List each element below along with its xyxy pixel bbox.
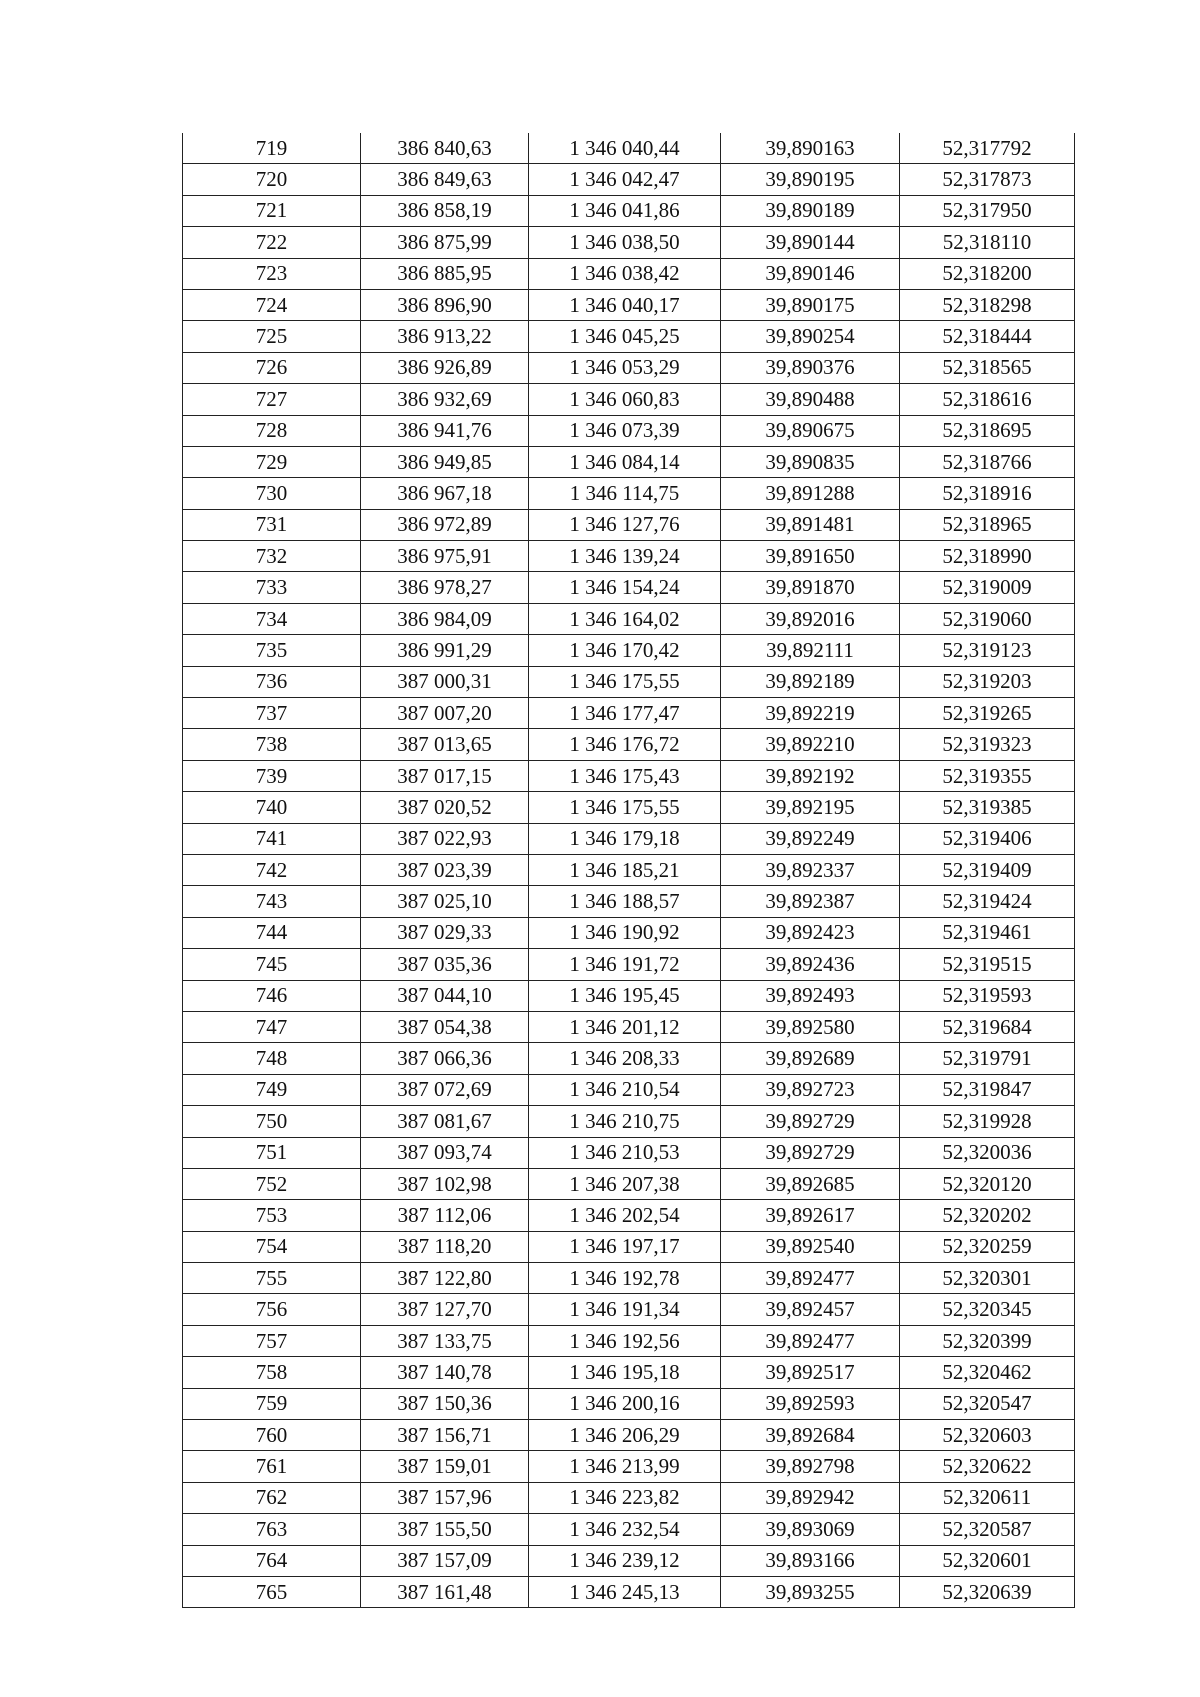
- point-number-cell: 743: [183, 886, 361, 917]
- point-number-cell: 752: [183, 1168, 361, 1199]
- longitude-cell: 52,320259: [900, 1231, 1075, 1262]
- point-number-cell: 733: [183, 572, 361, 603]
- table-row: [183, 133, 1075, 164]
- point-number-cell: 750: [183, 1106, 361, 1137]
- longitude-cell: 52,318444: [900, 321, 1075, 352]
- x-coordinate-cell: 387 020,52: [361, 792, 529, 823]
- latitude-cell: 39,892195: [721, 792, 900, 823]
- latitude-cell: 39,890254: [721, 321, 900, 352]
- point-number-cell: 720: [183, 164, 361, 195]
- table-row: [183, 509, 1075, 540]
- x-coordinate-cell: 387 140,78: [361, 1357, 529, 1388]
- y-coordinate-cell: 1 346 177,47: [529, 698, 721, 729]
- y-coordinate-cell: 1 346 073,39: [529, 415, 721, 446]
- longitude-cell: 52,320301: [900, 1263, 1075, 1294]
- longitude-cell: 52,319406: [900, 823, 1075, 854]
- x-coordinate-cell: 387 000,31: [361, 666, 529, 697]
- y-coordinate-cell: 1 346 201,12: [529, 1011, 721, 1042]
- table-row: [183, 1011, 1075, 1042]
- y-coordinate-cell: 1 346 191,34: [529, 1294, 721, 1325]
- latitude-cell: 39,890146: [721, 258, 900, 289]
- x-coordinate-cell: 386 967,18: [361, 478, 529, 509]
- point-number-cell: 724: [183, 289, 361, 320]
- longitude-cell: 52,317792: [900, 133, 1075, 164]
- table-row: [183, 1263, 1075, 1294]
- point-number-cell: 744: [183, 917, 361, 948]
- y-coordinate-cell: 1 346 206,29: [529, 1420, 721, 1451]
- latitude-cell: 39,892477: [721, 1263, 900, 1294]
- table-row: [183, 792, 1075, 823]
- x-coordinate-cell: 387 029,33: [361, 917, 529, 948]
- y-coordinate-cell: 1 346 207,38: [529, 1168, 721, 1199]
- latitude-cell: 39,891650: [721, 541, 900, 572]
- y-coordinate-cell: 1 346 038,50: [529, 227, 721, 258]
- table-row: [183, 886, 1075, 917]
- latitude-cell: 39,891288: [721, 478, 900, 509]
- longitude-cell: 52,319684: [900, 1011, 1075, 1042]
- table-row: [183, 666, 1075, 697]
- latitude-cell: 39,892457: [721, 1294, 900, 1325]
- longitude-cell: 52,320120: [900, 1168, 1075, 1199]
- latitude-cell: 39,893255: [721, 1576, 900, 1607]
- y-coordinate-cell: 1 346 195,45: [529, 980, 721, 1011]
- point-number-cell: 753: [183, 1200, 361, 1231]
- point-number-cell: 762: [183, 1482, 361, 1513]
- table-row: [183, 352, 1075, 383]
- latitude-cell: 39,892477: [721, 1325, 900, 1356]
- point-number-cell: 732: [183, 541, 361, 572]
- x-coordinate-cell: 386 932,69: [361, 384, 529, 415]
- y-coordinate-cell: 1 346 197,17: [529, 1231, 721, 1262]
- table-row: [183, 1106, 1075, 1137]
- x-coordinate-cell: 386 926,89: [361, 352, 529, 383]
- x-coordinate-cell: 387 133,75: [361, 1325, 529, 1356]
- latitude-cell: 39,892689: [721, 1043, 900, 1074]
- longitude-cell: 52,319385: [900, 792, 1075, 823]
- latitude-cell: 39,892798: [721, 1451, 900, 1482]
- table-row: [183, 384, 1075, 415]
- latitude-cell: 39,893166: [721, 1545, 900, 1576]
- latitude-cell: 39,892423: [721, 917, 900, 948]
- latitude-cell: 39,892219: [721, 698, 900, 729]
- latitude-cell: 39,892685: [721, 1168, 900, 1199]
- latitude-cell: 39,892192: [721, 760, 900, 791]
- table-row: [183, 1294, 1075, 1325]
- y-coordinate-cell: 1 346 195,18: [529, 1357, 721, 1388]
- x-coordinate-cell: 386 896,90: [361, 289, 529, 320]
- y-coordinate-cell: 1 346 154,24: [529, 572, 721, 603]
- x-coordinate-cell: 387 157,96: [361, 1482, 529, 1513]
- y-coordinate-cell: 1 346 060,83: [529, 384, 721, 415]
- x-coordinate-cell: 387 013,65: [361, 729, 529, 760]
- point-number-cell: 760: [183, 1420, 361, 1451]
- point-number-cell: 754: [183, 1231, 361, 1262]
- x-coordinate-cell: 387 118,20: [361, 1231, 529, 1262]
- x-coordinate-cell: 387 102,98: [361, 1168, 529, 1199]
- y-coordinate-cell: 1 346 045,25: [529, 321, 721, 352]
- longitude-cell: 52,319323: [900, 729, 1075, 760]
- point-number-cell: 729: [183, 446, 361, 477]
- longitude-cell: 52,318565: [900, 352, 1075, 383]
- point-number-cell: 757: [183, 1325, 361, 1356]
- table-row: [183, 854, 1075, 885]
- latitude-cell: 39,892210: [721, 729, 900, 760]
- point-number-cell: 728: [183, 415, 361, 446]
- table-row: [183, 1357, 1075, 1388]
- point-number-cell: 719: [183, 133, 361, 164]
- point-number-cell: 761: [183, 1451, 361, 1482]
- latitude-cell: 39,892493: [721, 980, 900, 1011]
- y-coordinate-cell: 1 346 190,92: [529, 917, 721, 948]
- y-coordinate-cell: 1 346 170,42: [529, 635, 721, 666]
- latitude-cell: 39,892580: [721, 1011, 900, 1042]
- latitude-cell: 39,892723: [721, 1074, 900, 1105]
- x-coordinate-cell: 387 035,36: [361, 949, 529, 980]
- latitude-cell: 39,890835: [721, 446, 900, 477]
- point-number-cell: 756: [183, 1294, 361, 1325]
- table-row: [183, 1231, 1075, 1262]
- x-coordinate-cell: 386 941,76: [361, 415, 529, 446]
- longitude-cell: 52,320462: [900, 1357, 1075, 1388]
- point-number-cell: 763: [183, 1514, 361, 1545]
- latitude-cell: 39,892436: [721, 949, 900, 980]
- latitude-cell: 39,892593: [721, 1388, 900, 1419]
- point-number-cell: 731: [183, 509, 361, 540]
- y-coordinate-cell: 1 346 164,02: [529, 603, 721, 634]
- point-number-cell: 722: [183, 227, 361, 258]
- table-row: [183, 603, 1075, 634]
- y-coordinate-cell: 1 346 202,54: [529, 1200, 721, 1231]
- y-coordinate-cell: 1 346 232,54: [529, 1514, 721, 1545]
- y-coordinate-cell: 1 346 188,57: [529, 886, 721, 917]
- x-coordinate-cell: 387 150,36: [361, 1388, 529, 1419]
- x-coordinate-cell: 386 991,29: [361, 635, 529, 666]
- latitude-cell: 39,890163: [721, 133, 900, 164]
- y-coordinate-cell: 1 346 179,18: [529, 823, 721, 854]
- x-coordinate-cell: 386 849,63: [361, 164, 529, 195]
- x-coordinate-cell: 386 858,19: [361, 195, 529, 226]
- latitude-cell: 39,892942: [721, 1482, 900, 1513]
- point-number-cell: 741: [183, 823, 361, 854]
- y-coordinate-cell: 1 346 038,42: [529, 258, 721, 289]
- table-row: [183, 164, 1075, 195]
- x-coordinate-cell: 386 885,95: [361, 258, 529, 289]
- x-coordinate-cell: 387 157,09: [361, 1545, 529, 1576]
- latitude-cell: 39,892684: [721, 1420, 900, 1451]
- table-row: [183, 415, 1075, 446]
- point-number-cell: 721: [183, 195, 361, 226]
- point-number-cell: 748: [183, 1043, 361, 1074]
- y-coordinate-cell: 1 346 176,72: [529, 729, 721, 760]
- point-number-cell: 742: [183, 854, 361, 885]
- table-row: [183, 289, 1075, 320]
- table-row: [183, 227, 1075, 258]
- y-coordinate-cell: 1 346 210,54: [529, 1074, 721, 1105]
- y-coordinate-cell: 1 346 127,76: [529, 509, 721, 540]
- x-coordinate-cell: 386 949,85: [361, 446, 529, 477]
- longitude-cell: 52,319123: [900, 635, 1075, 666]
- y-coordinate-cell: 1 346 192,78: [529, 1263, 721, 1294]
- y-coordinate-cell: 1 346 042,47: [529, 164, 721, 195]
- latitude-cell: 39,892387: [721, 886, 900, 917]
- longitude-cell: 52,320611: [900, 1482, 1075, 1513]
- longitude-cell: 52,319203: [900, 666, 1075, 697]
- x-coordinate-cell: 387 022,93: [361, 823, 529, 854]
- table-row: [183, 1168, 1075, 1199]
- y-coordinate-cell: 1 346 041,86: [529, 195, 721, 226]
- latitude-cell: 39,892729: [721, 1106, 900, 1137]
- longitude-cell: 52,318766: [900, 446, 1075, 477]
- longitude-cell: 52,320601: [900, 1545, 1075, 1576]
- point-number-cell: 759: [183, 1388, 361, 1419]
- x-coordinate-cell: 387 122,80: [361, 1263, 529, 1294]
- point-number-cell: 727: [183, 384, 361, 415]
- longitude-cell: 52,319409: [900, 854, 1075, 885]
- table-row: [183, 823, 1075, 854]
- latitude-cell: 39,892540: [721, 1231, 900, 1262]
- x-coordinate-cell: 387 072,69: [361, 1074, 529, 1105]
- longitude-cell: 52,318200: [900, 258, 1075, 289]
- table-row: [183, 1545, 1075, 1576]
- table-row: [183, 1043, 1075, 1074]
- longitude-cell: 52,318110: [900, 227, 1075, 258]
- x-coordinate-cell: 386 975,91: [361, 541, 529, 572]
- table-row: [183, 1388, 1075, 1419]
- longitude-cell: 52,319461: [900, 917, 1075, 948]
- table-row: [183, 729, 1075, 760]
- latitude-cell: 39,891481: [721, 509, 900, 540]
- point-number-cell: 725: [183, 321, 361, 352]
- x-coordinate-cell: 387 025,10: [361, 886, 529, 917]
- latitude-cell: 39,890144: [721, 227, 900, 258]
- longitude-cell: 52,319009: [900, 572, 1075, 603]
- x-coordinate-cell: 387 127,70: [361, 1294, 529, 1325]
- x-coordinate-cell: 386 875,99: [361, 227, 529, 258]
- latitude-cell: 39,892517: [721, 1357, 900, 1388]
- longitude-cell: 52,319060: [900, 603, 1075, 634]
- y-coordinate-cell: 1 346 210,53: [529, 1137, 721, 1168]
- y-coordinate-cell: 1 346 084,14: [529, 446, 721, 477]
- latitude-cell: 39,890376: [721, 352, 900, 383]
- latitude-cell: 39,892337: [721, 854, 900, 885]
- longitude-cell: 52,320547: [900, 1388, 1075, 1419]
- latitude-cell: 39,890195: [721, 164, 900, 195]
- y-coordinate-cell: 1 346 185,21: [529, 854, 721, 885]
- table-row: [183, 1420, 1075, 1451]
- x-coordinate-cell: 387 156,71: [361, 1420, 529, 1451]
- table-row: [183, 446, 1075, 477]
- latitude-cell: 39,890189: [721, 195, 900, 226]
- table-row: [183, 1514, 1075, 1545]
- x-coordinate-cell: 387 093,74: [361, 1137, 529, 1168]
- x-coordinate-cell: 387 054,38: [361, 1011, 529, 1042]
- table-row: [183, 1137, 1075, 1168]
- longitude-cell: 52,319265: [900, 698, 1075, 729]
- latitude-cell: 39,892189: [721, 666, 900, 697]
- y-coordinate-cell: 1 346 208,33: [529, 1043, 721, 1074]
- point-number-cell: 736: [183, 666, 361, 697]
- longitude-cell: 52,317950: [900, 195, 1075, 226]
- point-number-cell: 755: [183, 1263, 361, 1294]
- x-coordinate-cell: 387 159,01: [361, 1451, 529, 1482]
- y-coordinate-cell: 1 346 239,12: [529, 1545, 721, 1576]
- point-number-cell: 747: [183, 1011, 361, 1042]
- x-coordinate-cell: 387 161,48: [361, 1576, 529, 1607]
- latitude-cell: 39,892016: [721, 603, 900, 634]
- y-coordinate-cell: 1 346 223,82: [529, 1482, 721, 1513]
- longitude-cell: 52,318916: [900, 478, 1075, 509]
- longitude-cell: 52,318965: [900, 509, 1075, 540]
- y-coordinate-cell: 1 346 191,72: [529, 949, 721, 980]
- latitude-cell: 39,890488: [721, 384, 900, 415]
- y-coordinate-cell: 1 346 175,43: [529, 760, 721, 791]
- y-coordinate-cell: 1 346 213,99: [529, 1451, 721, 1482]
- longitude-cell: 52,318695: [900, 415, 1075, 446]
- y-coordinate-cell: 1 346 040,44: [529, 133, 721, 164]
- y-coordinate-cell: 1 346 192,56: [529, 1325, 721, 1356]
- table-row: [183, 917, 1075, 948]
- x-coordinate-cell: 387 112,06: [361, 1200, 529, 1231]
- table-row: [183, 1325, 1075, 1356]
- point-number-cell: 739: [183, 760, 361, 791]
- longitude-cell: 52,320202: [900, 1200, 1075, 1231]
- y-coordinate-cell: 1 346 139,24: [529, 541, 721, 572]
- y-coordinate-cell: 1 346 245,13: [529, 1576, 721, 1607]
- y-coordinate-cell: 1 346 053,29: [529, 352, 721, 383]
- point-number-cell: 746: [183, 980, 361, 1011]
- longitude-cell: 52,320036: [900, 1137, 1075, 1168]
- point-number-cell: 738: [183, 729, 361, 760]
- table-row: [183, 760, 1075, 791]
- table-row: [183, 321, 1075, 352]
- latitude-cell: 39,892249: [721, 823, 900, 854]
- y-coordinate-cell: 1 346 210,75: [529, 1106, 721, 1137]
- point-number-cell: 751: [183, 1137, 361, 1168]
- x-coordinate-cell: 386 972,89: [361, 509, 529, 540]
- table-row: [183, 1482, 1075, 1513]
- latitude-cell: 39,890175: [721, 289, 900, 320]
- x-coordinate-cell: 387 155,50: [361, 1514, 529, 1545]
- point-number-cell: 749: [183, 1074, 361, 1105]
- table-row: [183, 635, 1075, 666]
- point-number-cell: 730: [183, 478, 361, 509]
- table-row: [183, 1576, 1075, 1607]
- longitude-cell: 52,320603: [900, 1420, 1075, 1451]
- table-row: [183, 541, 1075, 572]
- table-row: [183, 195, 1075, 226]
- x-coordinate-cell: 387 007,20: [361, 698, 529, 729]
- y-coordinate-cell: 1 346 175,55: [529, 792, 721, 823]
- x-coordinate-cell: 386 978,27: [361, 572, 529, 603]
- longitude-cell: 52,320345: [900, 1294, 1075, 1325]
- latitude-cell: 39,891870: [721, 572, 900, 603]
- point-number-cell: 737: [183, 698, 361, 729]
- point-number-cell: 735: [183, 635, 361, 666]
- y-coordinate-cell: 1 346 040,17: [529, 289, 721, 320]
- point-number-cell: 764: [183, 1545, 361, 1576]
- x-coordinate-cell: 387 023,39: [361, 854, 529, 885]
- latitude-cell: 39,892617: [721, 1200, 900, 1231]
- coordinates-table: [182, 133, 1075, 1608]
- longitude-cell: 52,320622: [900, 1451, 1075, 1482]
- longitude-cell: 52,319355: [900, 760, 1075, 791]
- latitude-cell: 39,892729: [721, 1137, 900, 1168]
- y-coordinate-cell: 1 346 175,55: [529, 666, 721, 697]
- table-row: [183, 258, 1075, 289]
- x-coordinate-cell: 387 081,67: [361, 1106, 529, 1137]
- table-row: [183, 1074, 1075, 1105]
- x-coordinate-cell: 386 913,22: [361, 321, 529, 352]
- point-number-cell: 765: [183, 1576, 361, 1607]
- longitude-cell: 52,319791: [900, 1043, 1075, 1074]
- point-number-cell: 734: [183, 603, 361, 634]
- longitude-cell: 52,319928: [900, 1106, 1075, 1137]
- y-coordinate-cell: 1 346 114,75: [529, 478, 721, 509]
- x-coordinate-cell: 387 066,36: [361, 1043, 529, 1074]
- table-row: [183, 1200, 1075, 1231]
- x-coordinate-cell: 386 984,09: [361, 603, 529, 634]
- table-row: [183, 478, 1075, 509]
- point-number-cell: 745: [183, 949, 361, 980]
- longitude-cell: 52,319847: [900, 1074, 1075, 1105]
- table-row: [183, 698, 1075, 729]
- longitude-cell: 52,320639: [900, 1576, 1075, 1607]
- table-row: [183, 949, 1075, 980]
- longitude-cell: 52,318990: [900, 541, 1075, 572]
- latitude-cell: 39,890675: [721, 415, 900, 446]
- longitude-cell: 52,318616: [900, 384, 1075, 415]
- longitude-cell: 52,320587: [900, 1514, 1075, 1545]
- y-coordinate-cell: 1 346 200,16: [529, 1388, 721, 1419]
- latitude-cell: 39,893069: [721, 1514, 900, 1545]
- x-coordinate-cell: 387 017,15: [361, 760, 529, 791]
- longitude-cell: 52,319593: [900, 980, 1075, 1011]
- longitude-cell: 52,318298: [900, 289, 1075, 320]
- table-row: [183, 572, 1075, 603]
- x-coordinate-cell: 387 044,10: [361, 980, 529, 1011]
- point-number-cell: 758: [183, 1357, 361, 1388]
- point-number-cell: 726: [183, 352, 361, 383]
- latitude-cell: 39,892111: [721, 635, 900, 666]
- point-number-cell: 723: [183, 258, 361, 289]
- longitude-cell: 52,319424: [900, 886, 1075, 917]
- point-number-cell: 740: [183, 792, 361, 823]
- coordinates-table-body: [183, 133, 1075, 1608]
- longitude-cell: 52,317873: [900, 164, 1075, 195]
- table-row: [183, 980, 1075, 1011]
- longitude-cell: 52,320399: [900, 1325, 1075, 1356]
- longitude-cell: 52,319515: [900, 949, 1075, 980]
- table-row: [183, 1451, 1075, 1482]
- x-coordinate-cell: 386 840,63: [361, 133, 529, 164]
